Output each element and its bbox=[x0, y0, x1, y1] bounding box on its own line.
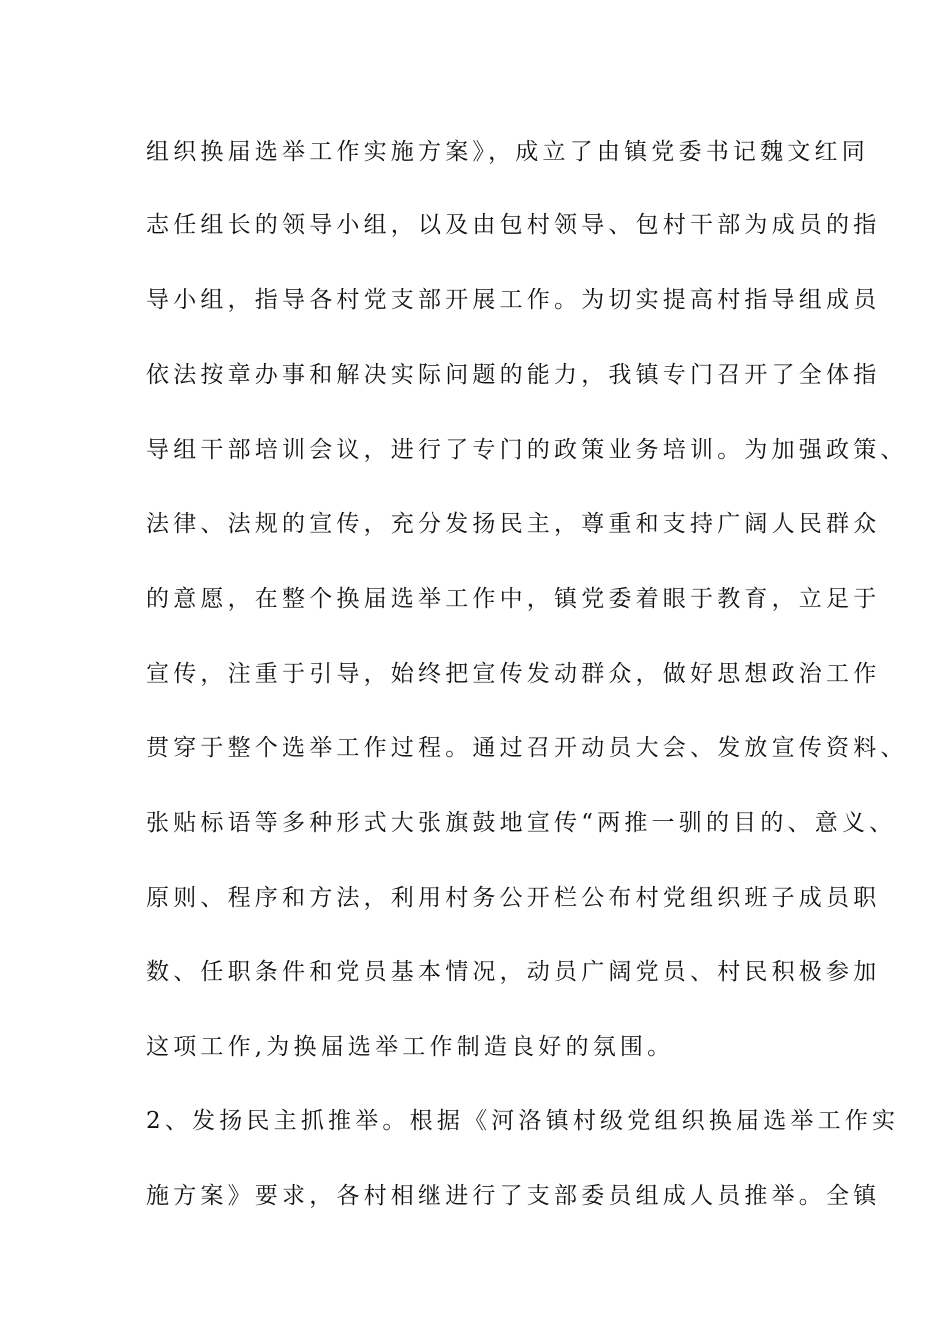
text-line: 这项工作,为换届选举工作制造良好的氛围。 bbox=[146, 1034, 675, 1060]
text-line: 宣传，注重于引导，始终把宣传发动群众，做好思想政治工作 bbox=[146, 661, 881, 687]
text-line: 原则、程序和方法，利用村务公开栏公布村党组织班子成员职 bbox=[146, 885, 881, 911]
text-line: 依法按章办事和解决实际问题的能力，我镇专门召开了全体指 bbox=[146, 362, 881, 388]
text-line: 张贴标语等多种形式大张旗鼓地宣传“两推一驯的目的、意义、 bbox=[146, 810, 897, 836]
text-line: 志任组长的领导小组，以及由包村领导、包村干部为成员的指 bbox=[146, 212, 881, 238]
text-line: 施方案》要求，各村相继进行了支部委员组成人员推举。全镇 bbox=[146, 1183, 881, 1209]
text-line: 2、发扬民主抓推举。根据《河洛镇村级党组织换届选举工作实 bbox=[146, 1108, 900, 1134]
text-line: 数、任职条件和党员基本情况，动员广阔党员、村民积极参加 bbox=[146, 959, 881, 985]
text-line: 的意愿，在整个换届选举工作中，镇党委着眼于教育，立足于 bbox=[146, 586, 881, 612]
text-line: 组织换届选举工作实施方案》，成立了由镇党委书记魏文红同 bbox=[146, 139, 869, 165]
text-line: 导组干部培训会议，进行了专门的政策业务培训。为加强政策、 bbox=[146, 437, 908, 463]
text-line: 法律、法规的宣传，充分发扬民主，尊重和支持广阔人民群众 bbox=[146, 511, 881, 537]
text-line: 贯穿于整个选举工作过程。通过召开动员大会、发放宣传资料、 bbox=[146, 735, 908, 761]
text-line: 导小组，指导各村党支部开展工作。为切实提高村指导组成员 bbox=[146, 287, 881, 313]
